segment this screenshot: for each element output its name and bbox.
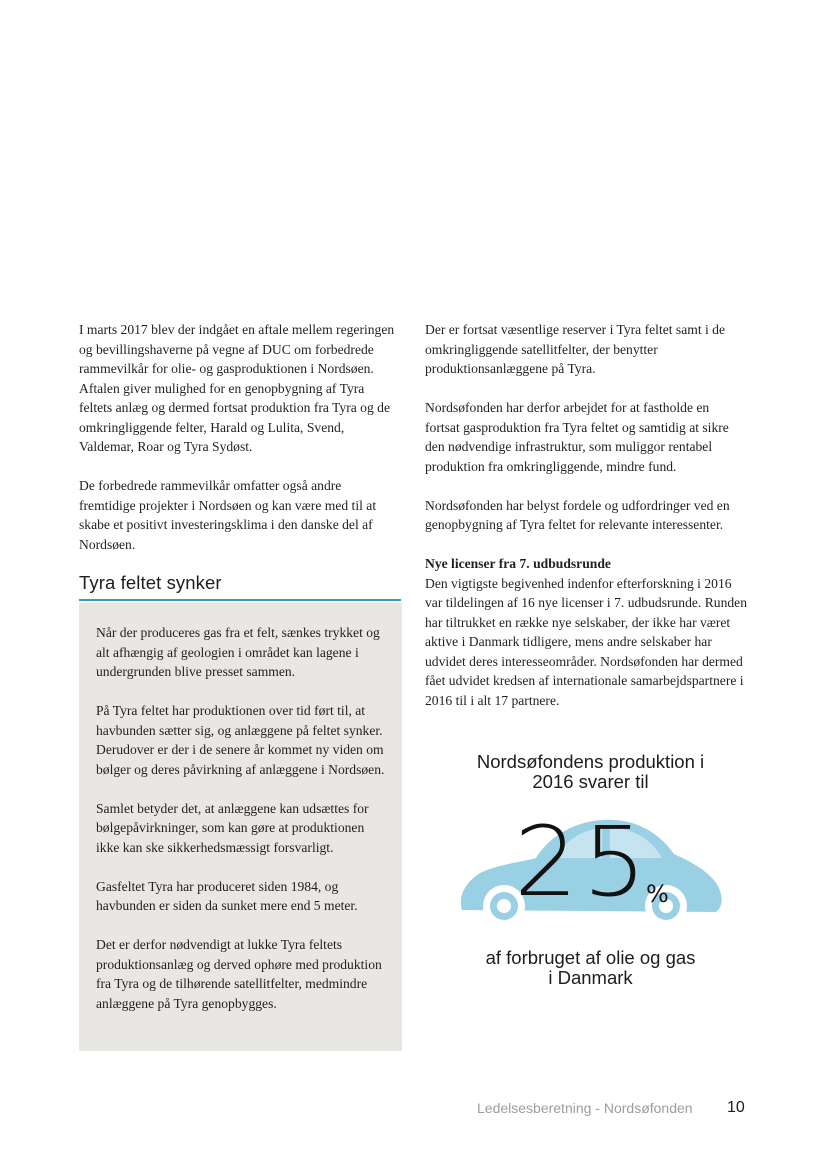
sidebar-paragraph: På Tyra feltet har produktionen over tid ført til, at havbunden sætter sig, og anlæggene på feltet synker. Derudover er der i de senere år kommet ny viden om bølger og deres påvirkning af anlæggene i Nordsøen. <box>96 703 385 777</box>
page-number: 10 <box>727 1099 745 1116</box>
body-paragraph: Nordsøfonden har belyst fordele og udfordringer ved en genopbygning af Tyra feltet for relevante interessenter. <box>425 497 730 532</box>
sidebar-paragraph: Det er derfor nødvendigt at lukke Tyra feltets produktionsanlæg og derved ophøre med produktion fra Tyra og de tilhørende satellitfelter, medmindre anlæggene på Tyra genopbygges. <box>96 937 382 1011</box>
infographic-caption <box>452 948 729 988</box>
body-paragraph: De forbedrede rammevilkår omfatter også andre fremtidige projekter i Nordsøen og kan være med til at skabe et positivt investeringsklima i den danske del af Nordsøen. <box>79 478 377 552</box>
licenses-subheading: Nye licenser fra 7. udbudsrunde <box>425 556 611 571</box>
sidebar-paragraph: Samlet betyder det, at anlæggene kan udsættes for bølgepåvirkninger, som kan gøre at produktionen ikke kan ske sikkerhedsmæssigt forsvarligt. <box>96 800 369 855</box>
production-infographic <box>452 752 729 997</box>
body-paragraph: Der er fortsat væsentlige reserver i Tyra feltet samt i de omkringliggende satellitfelter, der benytter produktionsanlæggene på Tyra. <box>425 322 726 376</box>
sidebar-paragraph: Gasfeltet Tyra har produceret siden 1984, og havbunden er siden da sunket mere end 5 meter. <box>96 878 358 913</box>
infographic-caption-line: i Danmark <box>548 967 633 988</box>
sidebar-heading: Tyra feltet synker <box>79 572 401 601</box>
licenses-section <box>425 554 747 710</box>
infographic-title-line: Nordsøfondens produktion i <box>476 751 705 772</box>
body-paragraph: Nordsøfonden har derfor arbejdet for at fastholde en fortsat gasproduktion fra Tyra feltet og samtidig at sikre den nødvendige infrastruktur, som muliggor rentabel produktion fra omkringliggende, mindre fund. <box>425 400 729 474</box>
body-paragraph: I marts 2017 blev der indgået en aftale mellem regeringen og bevillingshaverne på vegne af DUC om forbedrede rammevilkår for olie- og gasproduktionen i Nordsøen. Aftalen giver mulighed for en genopbygning af Tyra feltets anlæg og dermed fortsat produktion fra Tyra og de omkringliggende felter, Harald og Lulita, Svend, Valdemar, Roar og Tyra Sydøst. <box>79 322 395 454</box>
sidebar-paragraph: Når der produceres gas fra et felt, sænkes trykket og alt afhængig af geologien i området kan lagene i undergrunden blive presset sammen. <box>96 625 380 679</box>
percent-sign: % <box>646 880 669 908</box>
infographic-title-line: 2016 svarer til <box>532 771 649 792</box>
left-column <box>79 320 399 574</box>
infographic-title <box>452 752 729 792</box>
percentage-value: 25 <box>514 806 651 918</box>
infographic-caption-line: af forbruget af olie og gas <box>485 947 696 968</box>
footer-text: Ledelsesberetning - Nordsøfonden <box>477 1100 693 1116</box>
licenses-paragraph: Den vigtigste begivenhed indenfor efterforskning i 2016 var tildelingen af 16 nye licenser i 7. udbudsrunde. Runden har tiltrukket en række nye selskaber, der ikke har været aktive i Danmark tidligere, mens andre selskaber har udvidet deres interesseområder. Nordsøfonden har dermed fået udvidet kredsen af internationale samarbejdspartnere i 2016 til i alt 17 partnere. <box>425 575 748 708</box>
right-column <box>425 320 747 710</box>
sidebar-box <box>79 603 402 1051</box>
